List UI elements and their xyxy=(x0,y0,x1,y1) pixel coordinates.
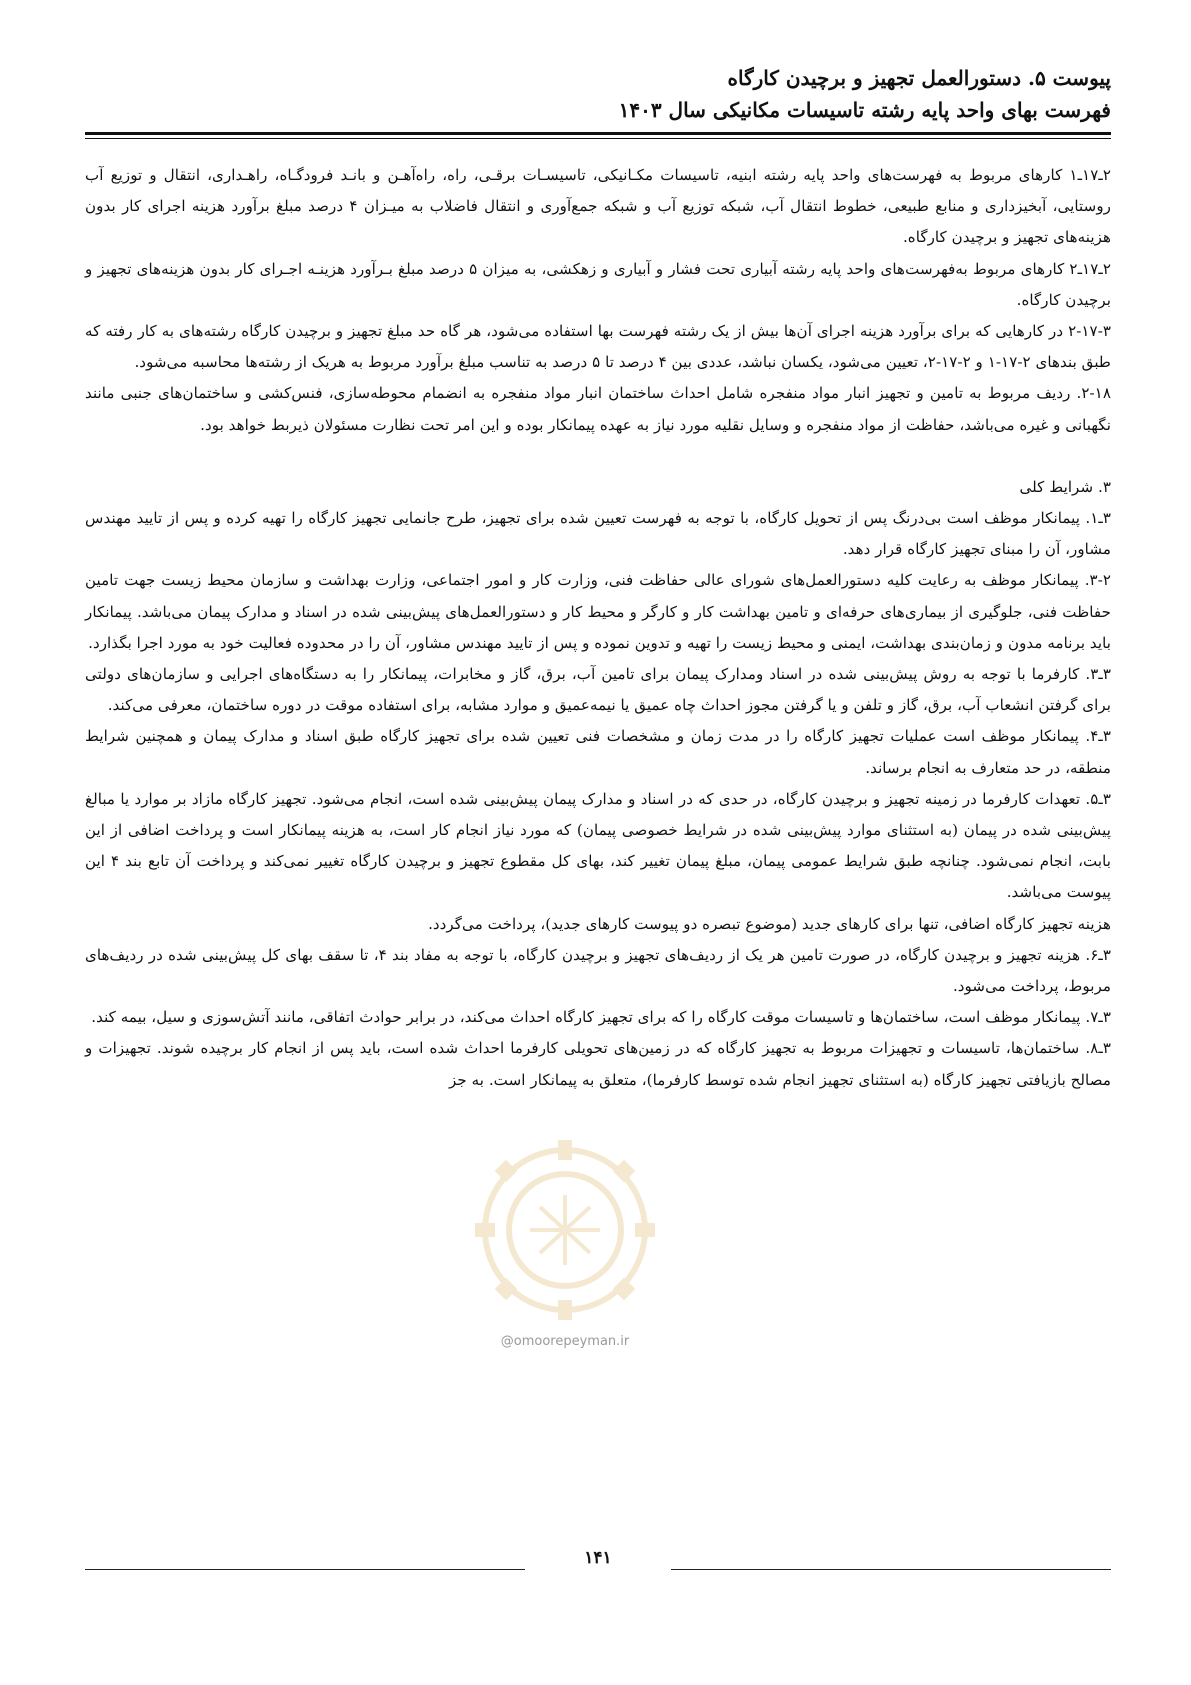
watermark-text: @omoorepeyman.ir xyxy=(500,1334,630,1349)
page-header xyxy=(130,62,1111,126)
section-heading-3: ۳. شرایط کلی xyxy=(1019,477,1111,496)
gear-emblem-icon xyxy=(470,1135,660,1350)
page-footer xyxy=(85,1548,1111,1578)
body-content xyxy=(85,160,1111,1096)
paragraph-3-5-extra: هزینه تجهیز کارگاه اضافی، تنها برای کارهای جدید (موضوع تبصره دو پیوست کارهای جدید)، پرداخت می‌گردد. xyxy=(428,914,1111,933)
paragraph-3-1: ۳ـ۱. پیمانکار موظف است بی‌درنگ پس از تحویل کارگاه، با توجه به فهرست تعیین شده برای تجهیز، طرح جانمایی تجهیز کارگاه را تهیه کرده و پس از تایید مهندس مشاور، آن را مبنای تجهیز کارگاه قرار دهد. xyxy=(85,509,1111,559)
header-subtitle: فهرست بهای واحد پایه رشته تاسیسات مکانیکی سال ۱۴۰۳ xyxy=(618,98,1111,122)
paragraph-3-5: ۳ـ۵. تعهدات کارفرما در زمینه تجهیز و برچیدن کارگاه، در حدی که در اسناد و مدارک پیمان پیش‌بینی شده است، انجام می‌شود. تجهیز کارگاه مازاد بر موارد یا مبالغ پیش‌بینی شده در پیمان (به استثنای موارد پیش‌بینی شده در شرایط خصوصی پیمان) که مورد نیاز انجام کار است، به هزینه پیمانکار است و پرداخت اضافی از این بابت، انجام نمی‌شود. چنانچه طبق شرایط عمومی پیمان، مبلغ پیمان تغییر کند، بهای کل مقطوع تجهیز و برچیدن کارگاه تغییر نمی‌کند و پرداخت آن تابع بند ۴ این پیوست می‌باشد. xyxy=(85,789,1111,902)
paragraph-2-17-2: ۲ـ۱۷ـ۲ کارهای مربوط به‌فهرست‌های واحد پایه رشته آبیاری تحت فشار و آبیاری و زهکشی، به میزان ۵ درصد مبلغ بـرآورد هزینـه اجـرای کار بدون هزینه‌های تجهیز و برچیدن کارگاه. xyxy=(85,259,1111,309)
paragraph-3-4: ۳ـ۴. پیمانکار موظف است عملیات تجهیز کارگاه را در مدت زمان و مشخصات فنی تعیین شده برای تجهیز کارگاه طبق اسناد و مدارک پیمان و همچنین شرایط منطقه، در حد متعارف به انجام برساند. xyxy=(85,727,1111,777)
paragraph-2-17-1: ۲ـ۱۷ـ۱ کارهای مربوط به فهرست‌های واحد پایه رشته ابنیه، تاسیسات مکـانیکی، تاسیسـات برقـی، راه، راه‌آهـن و بانـد فرودگـاه، راهـداری، انتقال و توزیع آب روستایی، آبخیزداری و منابع طبیعی، خطوط انتقال آب، شبکه توزیع آب و شبکه جمع‌آوری و انتقال فاضلاب به میـزان ۴ درصد مبلغ برآورد هزینه اجرای کار بدون هزینه‌های تجهیز و برچیدن کارگاه. xyxy=(85,166,1111,247)
paragraph-3-7: ۳ـ۷. پیمانکار موظف است، ساختمان‌ها و تاسیسات موقت کارگاه را که برای تجهیز کارگاه احداث می‌کند، در برابر حوادث اتفاقی، مانند آتش‌سوزی و سیل، بیمه کند. xyxy=(91,1008,1111,1027)
paragraph-3-6: ۳ـ۶. هزینه تجهیز و برچیدن کارگاه، در صورت تامین هر یک از ردیف‌های تجهیز و برچیدن کارگاه، با توجه به مفاد بند ۴، تا سقف بهای کل پیش‌بینی شده در ردیف‌های مربوط، پرداخت می‌شود. xyxy=(85,945,1111,996)
paragraph-2-17-3: ۲-۱۷-۳ در کارهایی که برای برآورد هزینه اجرای آن‌ها بیش از یک رشته فهرست بها استفاده می‌شود، هر گاه حد مبلغ تجهیز و برچیدن کارگاه رشته‌های به کار رفته که طبق بندهای ۲-۱۷-۱ و ۲-۱۷-۲، تعیین می‌شود، یکسان نباشد، عددی بین ۴ درصد تا ۵ درصد به تناسب مبلغ برآورد مربوط به هریک از رشته‌ها محاسبه می‌شود. xyxy=(85,322,1111,372)
footer-rule-left xyxy=(85,1569,525,1570)
paragraph-3-8: ۳ـ۸. ساختمان‌ها، تاسیسات و تجهیزات مربوط به تجهیز کارگاه که در زمین‌های تحویلی کارفرما احداث شده است، باید پس از انجام کار برچیده شوند. تجهیزات و مصالح بازیافتی تجهیز کارگاه (به استثنای تجهیز انجام شده توسط کارفرما)، متعلق به پیمانکار است. به جز xyxy=(85,1039,1111,1089)
header-title: پیوست ۵. دستورالعمل تجهیز و برچیدن کارگاه xyxy=(727,66,1111,90)
paragraph-2-18: ۲-۱۸. ردیف مربوط به تامین و تجهیز انبار مواد منفجره شامل احداث ساختمان انبار مواد منفجره به انضمام محوطه‌سازی، فنس‌کشی و ساختمان‌های جنبی مانند نگهبانی و غیره می‌باشد، حفاظت از مواد منفجره و وسایل نقلیه مورد نیاز به عهده پیمانکار بوده و این امر تحت نظارت مسئولان ذیربط خواهد بود. xyxy=(85,384,1111,434)
header-rule-thick xyxy=(85,132,1111,135)
paragraph-3-2: ۳-۲. پیمانکار موظف به رعایت کلیه دستورالعمل‌های شورای عالی حفاظت فنی، وزارت کار و امور اجتماعی، وزارت بهداشت و سازمان محیط زیست جهت تامین حفاظت فنی، جلوگیری از بیماری‌های حرفه‌ای و تامین بهداشت کار و کارگر و محیط کار و دستورالعمل‌های پیش‌بینی شده در اسناد و مدارک پیمان می‌باشد. پیمانکار باید برنامه مدون و زمان‌بندی بهداشت، ایمنی و محیط زیست را تهیه و تدوین نموده و پس از تایید مهندس مشاور، آن را در محدوده فعالیت خود به مورد اجرا بگذارد. xyxy=(85,571,1111,652)
page-number: ۱۴۱ xyxy=(584,1548,612,1568)
header-rule-thin xyxy=(85,138,1111,139)
section-spacer xyxy=(85,441,1111,472)
paragraph-3-3: ۳ـ۳. کارفرما با توجه به روش پیش‌بینی شده در اسناد ومدارک پیمان برای تامین آب، برق، گاز و مخابرات، پیمانکار را به دستگاه‌های اجرایی و سازمان‌های دولتی برای گرفتن انشعاب آب، برق، گاز و تلفن و یا گرفتن مجوز احداث چاه عمیق یا نیمه‌عمیق و موارد مشابه، برای استفاده موقت در دوره ساختمان، معرفی می‌کند. xyxy=(85,665,1111,715)
footer-rule-right xyxy=(671,1569,1111,1570)
